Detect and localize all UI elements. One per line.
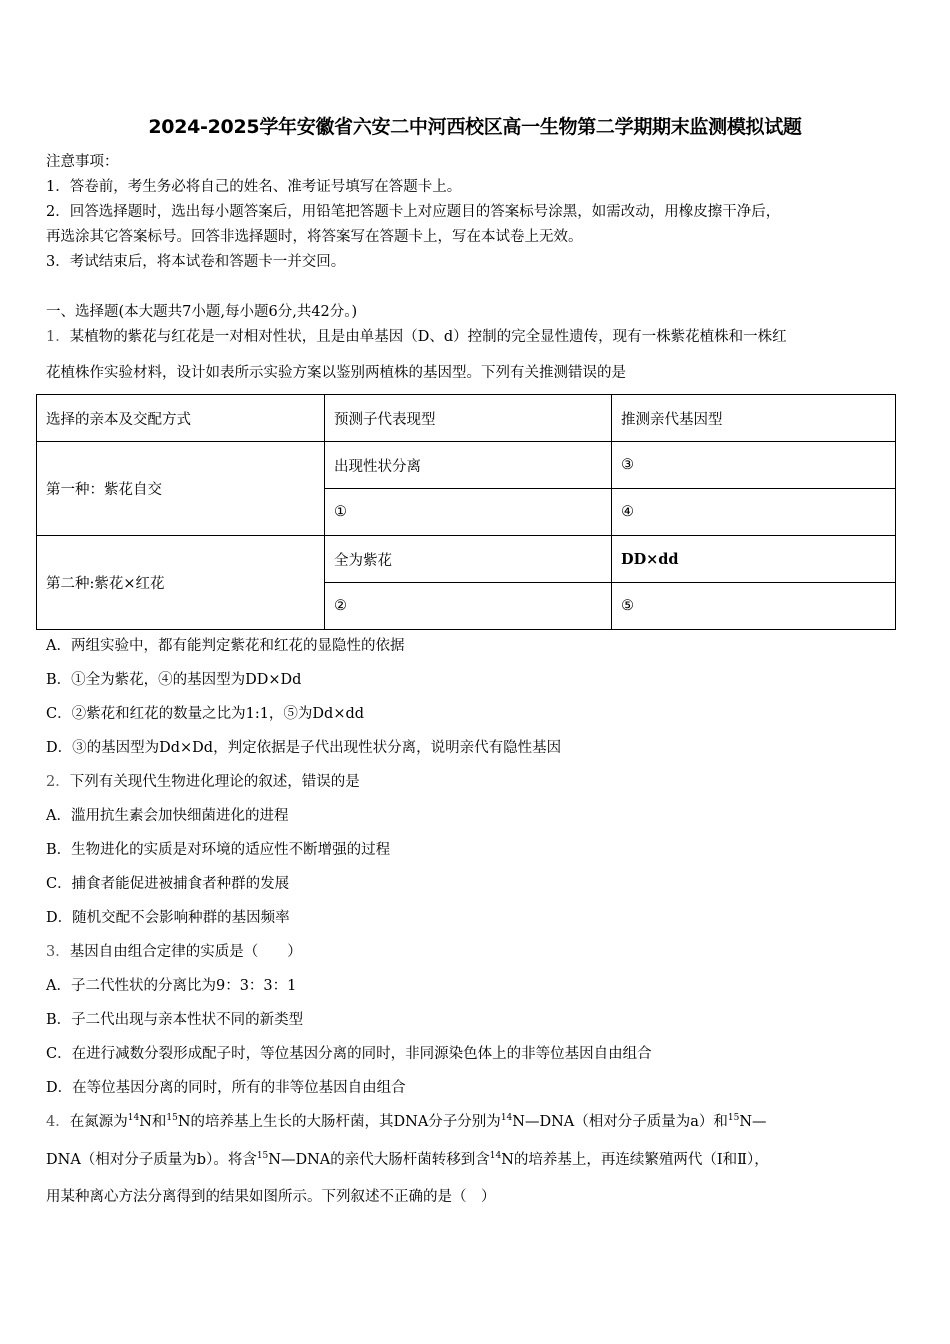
q3-option-c: C．在进行减数分裂形成配子时，等位基因分离的同时，非同源染色体上的非等位基因自由组合 bbox=[46, 1046, 652, 1062]
q4-number: 4． bbox=[46, 1114, 70, 1130]
q4-text: N bbox=[177, 1114, 191, 1130]
table-cell: DD×dd bbox=[612, 536, 896, 583]
q4-text: N bbox=[501, 1152, 514, 1168]
q1-stem-line1 bbox=[46, 327, 787, 347]
group2-label: 第二种:紫花×红花 bbox=[37, 536, 325, 630]
notice-heading: 注意事项： bbox=[46, 154, 119, 170]
q4-stem-line1 bbox=[46, 1112, 767, 1132]
notice-item-2: 2．回答选择题时，选出每小题答案后，用铅笔把答题卡上对应题目的答案标号涂黑，如需改动，用橡皮擦干净后， bbox=[46, 204, 781, 220]
q4-text: N bbox=[139, 1114, 152, 1130]
table-header-row bbox=[37, 395, 896, 442]
q4-text: 的培养基上，再连续繁殖两代（Ⅰ和Ⅱ）， bbox=[513, 1152, 769, 1168]
q4-text: DNA（相对分子质量为b）。将含 bbox=[46, 1152, 257, 1168]
q3-option-a: A．子二代性状的分离比为9：3：3：1 bbox=[46, 978, 297, 994]
q2-option-d: D．随机交配不会影响种群的基因频率 bbox=[46, 910, 290, 926]
q4-text: —DNA（相对分子质量为a）和 bbox=[524, 1114, 728, 1130]
table-cell: 出现性状分离 bbox=[325, 442, 612, 489]
q2-stem-text: 下列有关现代生物进化理论的叙述，错误的是 bbox=[69, 774, 360, 790]
notice-item-3: 3．考试结束后，将本试卷和答题卡一并交回。 bbox=[46, 254, 346, 270]
q4-text: N bbox=[512, 1114, 525, 1130]
q3-stem bbox=[46, 942, 302, 962]
q1-option-c: C．②紫花和红花的数量之比为1:1，⑤为Dd×dd bbox=[46, 706, 365, 722]
q1-option-a: A．两组实验中，都有能判定紫花和红花的显隐性的依据 bbox=[46, 638, 405, 654]
q4-sup: 15 bbox=[727, 1113, 740, 1124]
notice-item-1: 1．答卷前，考生务必将自己的姓名、准考证号填写在答题卡上。 bbox=[46, 179, 462, 195]
q2-number: 2． bbox=[46, 774, 70, 790]
q3-stem-text: 基因自由组合定律的实质是（ ） bbox=[69, 944, 302, 960]
page-title: 2024-2025学年安徽省六安二中河西校区高一生物第二学期期末监测模拟试题 bbox=[148, 116, 802, 138]
experiment-table bbox=[36, 394, 896, 630]
table-cell: ④ bbox=[612, 489, 896, 536]
q2-option-c: C．捕食者能促进被捕食者种群的发展 bbox=[46, 876, 290, 892]
notice-item-2-cont: 再选涂其它答案标号。回答非选择题时，将答案写在答题卡上，写在本试卷上无效。 bbox=[46, 229, 583, 245]
q4-sup: 14 bbox=[489, 1151, 502, 1162]
table-header-cell: 选择的亲本及交配方式 bbox=[37, 395, 325, 442]
section-heading: 一、选择题(本大题共7小题,每小题6分,共42分。) bbox=[46, 304, 358, 320]
q4-text: —DNA的亲代大肠杆菌转移到含 bbox=[280, 1152, 490, 1168]
table-cell: ③ bbox=[612, 442, 896, 489]
q3-number: 3． bbox=[46, 944, 70, 960]
q3-option-d: D．在等位基因分离的同时，所有的非等位基因自由组合 bbox=[46, 1080, 406, 1096]
q4-sup: 15 bbox=[166, 1113, 178, 1124]
q4-text: N bbox=[268, 1152, 281, 1168]
table-cell: ① bbox=[325, 489, 612, 536]
q1-number: 1． bbox=[46, 329, 70, 345]
q4-stem-line2 bbox=[46, 1150, 769, 1170]
q4-text: 的培养基上生长的大肠杆菌，其DNA分子分别为 bbox=[190, 1114, 501, 1130]
table-cell: 全为紫花 bbox=[325, 536, 612, 583]
q4-text: — bbox=[752, 1114, 767, 1130]
q4-sup: 15 bbox=[256, 1151, 269, 1162]
q4-text: 在氮源为 bbox=[69, 1114, 128, 1130]
table-header-cell: 预测子代表现型 bbox=[325, 395, 612, 442]
q4-sup: 14 bbox=[500, 1113, 513, 1124]
q2-stem bbox=[46, 772, 360, 792]
q3-option-b: B．子二代出现与亲本性状不同的新类型 bbox=[46, 1012, 304, 1028]
table-row bbox=[37, 442, 896, 489]
table-cell: ⑤ bbox=[612, 583, 896, 630]
q1-option-d: D．③的基因型为Dd×Dd，判定依据是子代出现性状分离，说明亲代有隐性基因 bbox=[46, 740, 562, 756]
q1-option-b: B．①全为紫花，④的基因型为DD×Dd bbox=[46, 672, 302, 688]
q2-option-a: A．滥用抗生素会加快细菌进化的进程 bbox=[46, 808, 289, 824]
q4-stem-line3: 用某种离心方法分离得到的结果如图所示。下列叙述不正确的是（ ） bbox=[46, 1189, 496, 1205]
q1-stem-line2: 花植株作实验材料，设计如表所示实验方案以鉴别两植株的基因型。下列有关推测错误的是 bbox=[46, 365, 626, 381]
q4-text: 和 bbox=[151, 1114, 167, 1130]
q4-text: N bbox=[739, 1114, 753, 1130]
table-cell: ② bbox=[325, 583, 612, 630]
table-header-cell: 推测亲代基因型 bbox=[612, 395, 896, 442]
group1-label: 第一种：紫花自交 bbox=[37, 442, 325, 536]
q1-stem1: 某植物的紫花与红花是一对相对性状，且是由单基因（D、d）控制的完全显性遗传，现有一株紫花植株和一株红 bbox=[69, 329, 787, 345]
q2-option-b: B．生物进化的实质是对环境的适应性不断增强的过程 bbox=[46, 842, 391, 858]
table-row bbox=[37, 536, 896, 583]
q4-sup: 14 bbox=[127, 1113, 140, 1124]
